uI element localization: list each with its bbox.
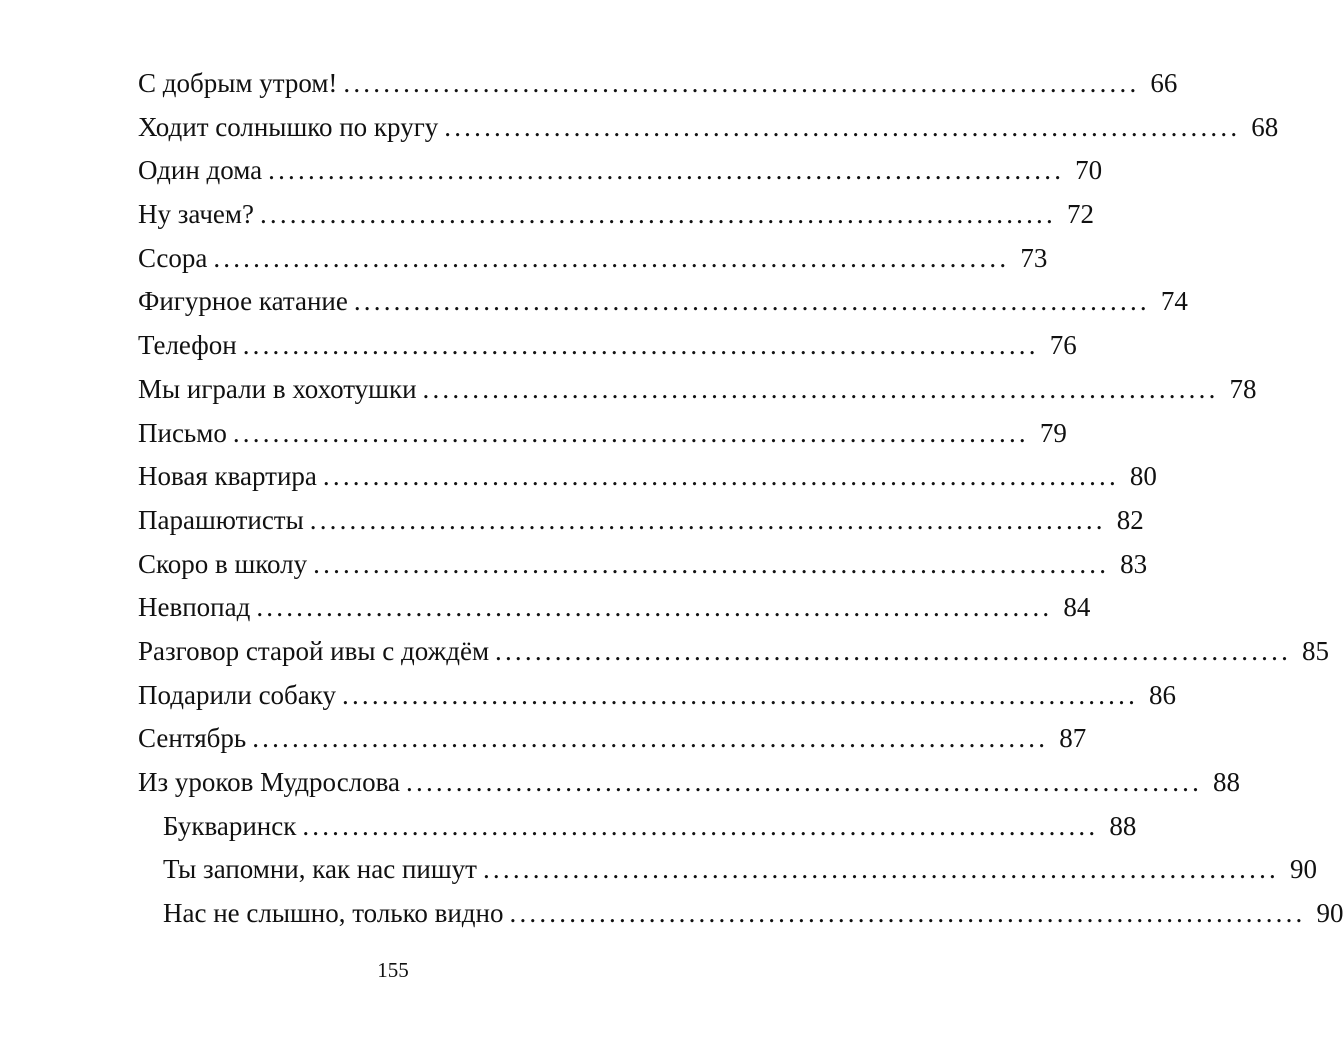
toc-entry-title: Букваринск (163, 810, 297, 841)
toc-entry-title: Невпопад (138, 592, 251, 623)
dot-leader: ................................................................................ (343, 68, 1140, 98)
toc-entry-title: Мы играли в хохотушки (138, 373, 417, 404)
toc-entry-title: Ссора (138, 242, 208, 273)
dot-leader: ................................................................................ (213, 242, 1010, 273)
toc-entry-title: Ты запомни, как нас пишут (163, 854, 477, 885)
toc-entry (138, 280, 1188, 324)
toc-entry (138, 412, 1067, 456)
toc-entry-title: Парашютисты (138, 504, 304, 535)
toc-entry-title: Фигурное катание (138, 286, 348, 317)
toc-entry (138, 368, 1257, 412)
toc-entry-page: 68 (1251, 111, 1279, 142)
toc-entry-title: Из уроков Мудрослова (138, 767, 401, 797)
toc-entry-page: 73 (1020, 242, 1048, 273)
toc-entry-title: С добрым утром! (138, 68, 338, 98)
dot-leader: ................................................................................ (313, 548, 1110, 579)
toc-entry-title: Скоро в школу (138, 548, 308, 579)
dot-leader: ................................................................................ (422, 373, 1219, 404)
toc-entry (138, 324, 1077, 368)
toc-entry-page: 83 (1120, 548, 1148, 579)
toc-entry-page: 87 (1059, 723, 1087, 754)
toc-entry-page: 70 (1075, 155, 1103, 186)
toc-entry-page: 66 (1150, 68, 1178, 98)
toc-entry (138, 499, 1144, 543)
toc-entry-title: Ну зачем? (138, 199, 254, 230)
toc-entry (138, 630, 1330, 674)
toc-entry (138, 761, 1241, 805)
toc-entry-page: 72 (1066, 199, 1094, 230)
page-number: 155 (377, 958, 409, 982)
toc-entry-page: 86 (1149, 679, 1177, 710)
toc-entry (138, 674, 1177, 718)
toc-entry (138, 543, 1148, 587)
toc-entry (138, 62, 1178, 106)
dot-leader: ................................................................................ (302, 810, 1099, 841)
toc-entry-title: Разговор старой ивы с дождём (138, 635, 490, 666)
toc-entry-title: Один дома (138, 155, 263, 186)
toc-entry-page: 79 (1039, 417, 1067, 448)
toc-entry (138, 237, 1048, 281)
toc-entry-title: Подарили собаку (138, 679, 337, 710)
toc-entry-page: 76 (1049, 330, 1077, 361)
dot-leader: ................................................................................ (353, 286, 1150, 317)
toc-entry-page: 90 (1289, 854, 1317, 885)
dot-leader: ................................................................................ (509, 898, 1306, 929)
toc-subentry (138, 892, 1344, 936)
dot-leader: ................................................................................ (232, 417, 1029, 448)
toc-entry-title: Сентябрь (138, 723, 247, 754)
toc-entry-page: 88 (1109, 810, 1137, 841)
toc-entry-page: 85 (1302, 635, 1330, 666)
toc-entry (138, 586, 1091, 630)
toc-entry-page: 80 (1129, 461, 1157, 492)
toc-entry-title: Новая квартира (138, 461, 317, 492)
toc-entry-page: 84 (1063, 592, 1091, 623)
dot-leader: ................................................................................ (259, 199, 1056, 230)
dot-leader: ................................................................................ (406, 767, 1203, 797)
dot-leader: ................................................................................ (242, 330, 1039, 361)
toc-entry-title: Нас не слышно, только видно (163, 898, 504, 929)
table-of-contents (138, 62, 1344, 936)
toc-entry-title: Ходит солнышко по кругу (138, 111, 439, 142)
toc-subentry (138, 848, 1317, 892)
toc-entry (138, 149, 1103, 193)
toc-entry-page: 74 (1160, 286, 1188, 317)
toc-entry (138, 106, 1279, 150)
toc-entry-page: 82 (1116, 504, 1144, 535)
toc-entry (138, 717, 1087, 761)
toc-entry (138, 455, 1157, 499)
dot-leader: ................................................................................ (322, 461, 1119, 492)
toc-entry-title: Письмо (138, 417, 227, 448)
dot-leader: ................................................................................ (252, 723, 1049, 754)
toc-subentry (138, 805, 1137, 849)
dot-leader: ................................................................................ (268, 155, 1065, 186)
dot-leader: ................................................................................ (309, 504, 1106, 535)
dot-leader: ................................................................................ (482, 854, 1279, 885)
toc-entry (138, 193, 1094, 237)
toc-entry-page: 78 (1229, 373, 1257, 404)
dot-leader: ................................................................................ (342, 679, 1139, 710)
dot-leader: ................................................................................ (256, 592, 1053, 623)
toc-entry-page: 90 (1316, 898, 1344, 929)
toc-entry-page: 88 (1213, 767, 1241, 797)
dot-leader: ................................................................................ (495, 635, 1292, 666)
dot-leader: ................................................................................ (444, 111, 1241, 142)
toc-entry-title: Телефон (138, 330, 237, 361)
